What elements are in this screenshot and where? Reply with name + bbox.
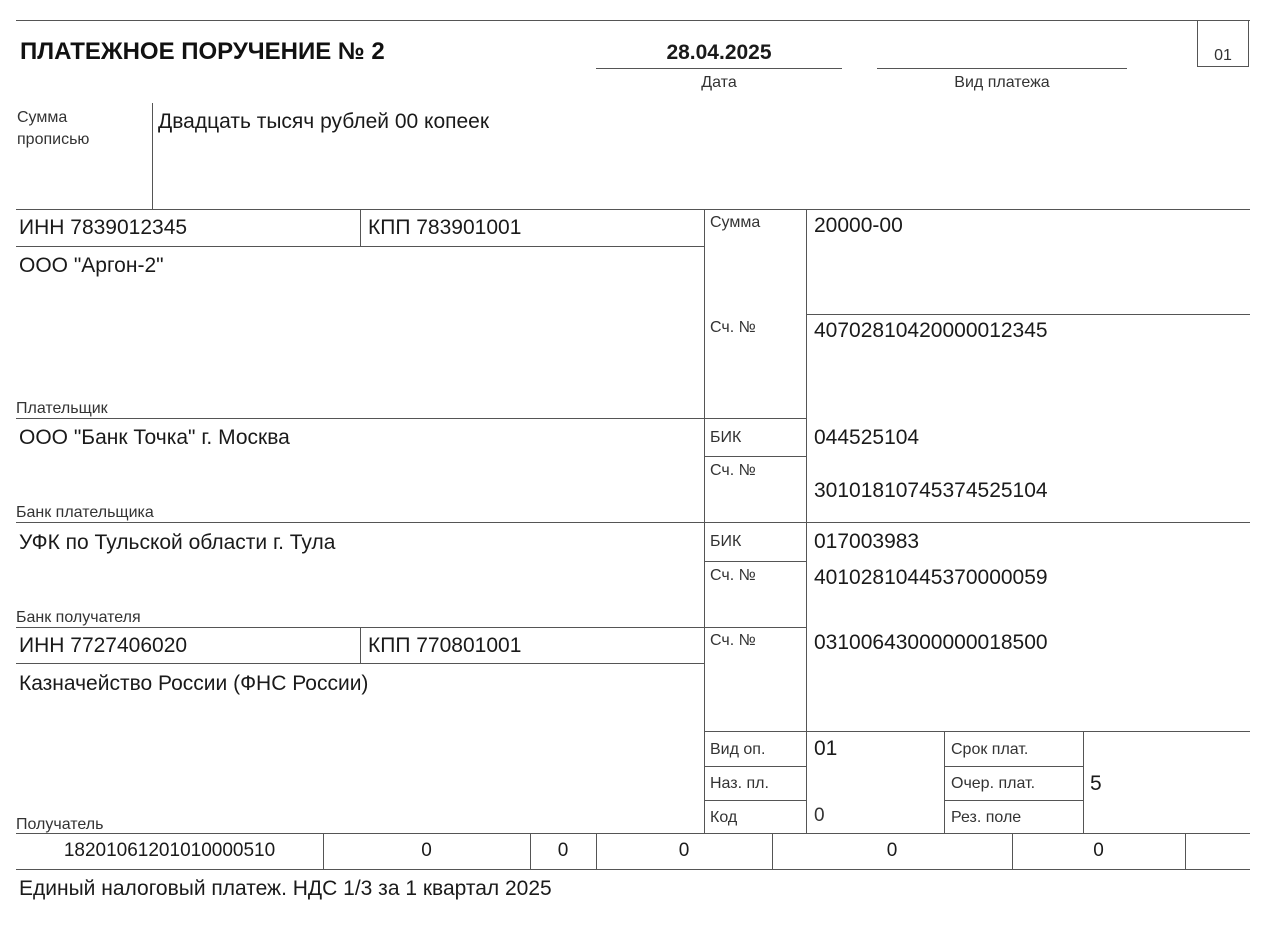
kbk-value: 18201061201010000510 bbox=[63, 840, 276, 861]
line-purpose-code-bottom bbox=[704, 800, 806, 801]
line-payer-inn-bottom bbox=[16, 246, 704, 247]
document-title: ПЛАТЕЖНОЕ ПОРУЧЕНИЕ № 2 bbox=[20, 38, 385, 65]
line-amount-bottom bbox=[806, 314, 1250, 315]
payee-bank-label: Банк получателя bbox=[16, 609, 141, 626]
tax-field-5: 0 bbox=[886, 840, 898, 861]
code-value: 0 bbox=[814, 805, 825, 826]
amount-value: 20000-00 bbox=[814, 214, 903, 237]
payer-bik: 044525104 bbox=[814, 426, 920, 449]
amount-words-label-2: прописью bbox=[17, 131, 90, 148]
payer-account: 40702810420000012345 bbox=[814, 319, 1048, 342]
amount-words-value: Двадцать тысяч рублей 00 копеек bbox=[158, 110, 490, 133]
op-type-label: Вид оп. bbox=[710, 741, 766, 758]
divider-tax-6 bbox=[1185, 833, 1186, 869]
line-priority-bottom bbox=[944, 800, 1083, 801]
tax-field-6: 0 bbox=[1093, 840, 1104, 861]
reserve-label: Рез. поле bbox=[951, 809, 1022, 826]
payer-bank-name: ООО "Банк Точка" г. Москва bbox=[19, 426, 290, 449]
line-tax-bottom bbox=[16, 869, 1250, 870]
top-border bbox=[16, 20, 1250, 21]
date-label: Дата bbox=[701, 74, 737, 91]
payee-bik-label: БИК bbox=[710, 533, 742, 550]
line-payee-account-bottom bbox=[704, 731, 1250, 732]
payer-bank-account: 30101810745374525104 bbox=[814, 479, 1048, 502]
priority-value: 5 bbox=[1090, 772, 1102, 795]
divider-deadline-column bbox=[944, 731, 945, 833]
line-payer-bik-bottom bbox=[704, 456, 806, 457]
tax-field-2: 0 bbox=[421, 840, 432, 861]
code-label: Код bbox=[710, 809, 738, 826]
form-code: 01 bbox=[1214, 47, 1232, 64]
line-payer-bank-bottom bbox=[16, 522, 1250, 523]
purpose-code-label: Наз. пл. bbox=[710, 775, 769, 792]
payer-account-label: Сч. № bbox=[710, 319, 756, 336]
divider-payee-inn-kpp bbox=[360, 627, 361, 663]
payee-name: Казначейство России (ФНС России) bbox=[19, 672, 369, 695]
payee-bank-account: 40102810445370000059 bbox=[814, 566, 1048, 589]
date-value: 28.04.2025 bbox=[666, 41, 772, 64]
payer-name: ООО "Аргон-2" bbox=[19, 254, 164, 277]
line-payer-bottom bbox=[16, 418, 806, 419]
payee-bank-name: УФК по Тульской области г. Тула bbox=[19, 531, 336, 554]
payment-type-underline bbox=[877, 68, 1127, 69]
payer-bank-label: Банк плательщика bbox=[16, 504, 154, 521]
payer-inn: ИНН 7839012345 bbox=[19, 216, 188, 239]
deadline-label: Срок плат. bbox=[951, 741, 1029, 758]
line-payee-bik-bottom bbox=[704, 561, 806, 562]
tax-field-3: 0 bbox=[557, 840, 569, 861]
payee-kpp: КПП 770801001 bbox=[368, 634, 522, 657]
payer-label: Плательщик bbox=[16, 400, 108, 417]
payee-inn: ИНН 7727406020 bbox=[19, 634, 188, 657]
divider-deadline-value bbox=[1083, 731, 1084, 833]
amount-words-divider bbox=[152, 103, 153, 209]
op-type-value: 01 bbox=[814, 737, 838, 760]
payer-bank-account-label: Сч. № bbox=[710, 462, 756, 479]
payment-type-label: Вид платежа bbox=[954, 74, 1050, 91]
payee-account: 03100643000000018500 bbox=[814, 631, 1048, 654]
line-op-type-bottom bbox=[704, 766, 806, 767]
payee-bik: 017003983 bbox=[814, 530, 920, 553]
amount-words-label-1: Сумма bbox=[17, 109, 68, 126]
line-main-top bbox=[16, 209, 1250, 210]
payer-kpp: КПП 783901001 bbox=[368, 216, 522, 239]
line-payee-bank-bottom bbox=[16, 627, 806, 628]
priority-label: Очер. плат. bbox=[951, 775, 1036, 792]
payment-purpose: Единый налоговый платеж. НДС 1/3 за 1 квартал 2025 bbox=[19, 877, 552, 900]
tax-field-4: 0 bbox=[678, 840, 690, 861]
divider-payer-inn-kpp bbox=[360, 209, 361, 246]
payee-account-label: Сч. № bbox=[710, 632, 756, 649]
payer-bik-label: БИК bbox=[710, 429, 742, 446]
payee-label: Получатель bbox=[16, 816, 104, 833]
divider-left-column bbox=[704, 209, 705, 833]
date-underline bbox=[596, 68, 842, 69]
line-tax-top bbox=[16, 833, 1250, 834]
divider-mid-column bbox=[806, 209, 807, 833]
payee-bank-account-label: Сч. № bbox=[710, 567, 756, 584]
line-deadline-bottom bbox=[944, 766, 1083, 767]
line-payee-inn-bottom bbox=[16, 663, 704, 664]
amount-label: Сумма bbox=[710, 214, 761, 231]
